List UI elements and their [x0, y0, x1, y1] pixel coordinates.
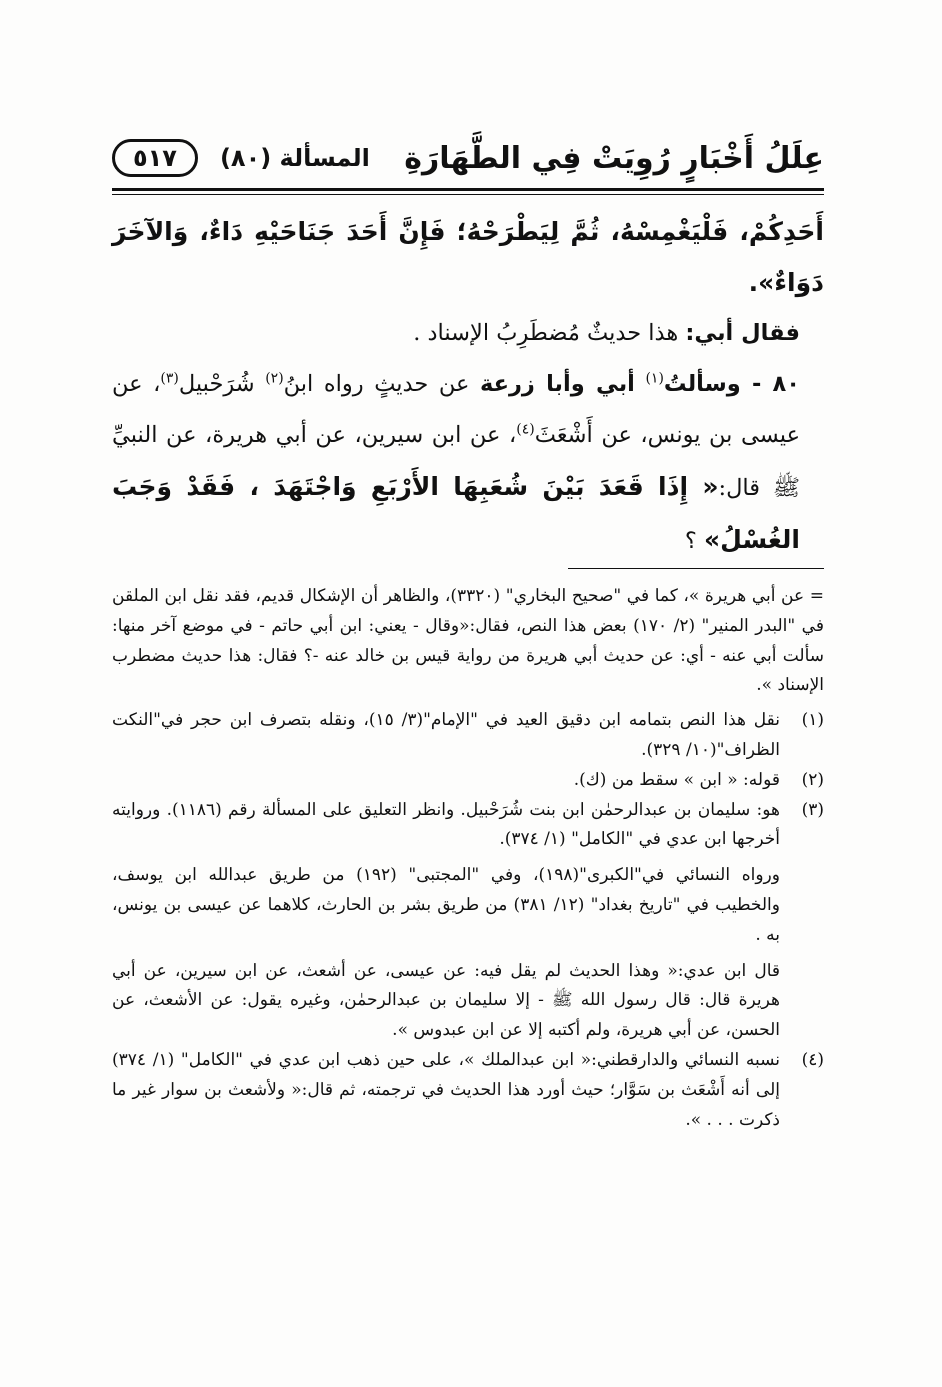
footnote-2 — [112, 766, 824, 796]
footnote-ref-2[interactable]: (٢) — [265, 370, 284, 387]
footnote-number: (٢) — [801, 769, 824, 790]
issue-label: المسألة (٨٠) — [219, 144, 370, 172]
footnotes — [112, 582, 824, 1135]
footnote-4 — [112, 1046, 824, 1135]
header-rule-thick — [112, 188, 824, 191]
footnote-body — [112, 706, 780, 766]
running-header — [112, 132, 824, 184]
footnote-body — [112, 1046, 780, 1135]
book-title: عِلَلُ أَخْبَارٍ رُوِيَتْ فِي الطَّهَارَةِ — [404, 140, 824, 176]
footnote-3 — [112, 796, 824, 1046]
question-text-d: ، عن ابن سيرين، عن أبي هريرة، عن النبيِّ ﷺ قال: — [112, 422, 800, 501]
footnote-body — [112, 766, 780, 796]
footnote-number: (٣) — [801, 799, 824, 820]
verdict-lead: فقال أبي: — [685, 320, 800, 346]
hadith-continuation: أَحَدِكُمْ، فَلْيَغْمِسْهُ، ثُمَّ لِيَطْرَحْهُ؛ فَإِنَّ أَحَدَ جَنَاحَيْهِ دَاءٌ، وَالآخَرَ دَوَاءٌ». — [112, 217, 824, 297]
footnote-text: قوله: « ابن » سقط من (ك). — [573, 769, 780, 790]
header-rule-thin — [112, 194, 824, 195]
footnote-text: ورواه النسائي في"الكبرى"(١٩٨)، وفي "المجتبى" (١٩٢) من طريق عبدالله ابن يوسف، والخطيب في "تاريخ بغداد" (١٢/ ٣٨١) من طريق بشر بن الحارث، كلاهما عن عيسى بن يونس، به . — [112, 865, 780, 945]
footnote-text: نقل هذا النص بتمامه ابن دقيق العيد في "الإمام"(٣/ ١٥)، ونقله بتصرف ابن حجر في"النكت الظراف"(١٠/ ٣٢٩). — [112, 710, 780, 760]
footnote-number: (٤) — [801, 1049, 824, 1070]
question-mark: ؟ — [684, 528, 697, 554]
footnote-ref-4[interactable]: (٤) — [516, 421, 535, 438]
footnote-separator — [568, 568, 824, 569]
verdict-text: هذا حديثٌ مُضطَرِبُ الإسناد . — [413, 320, 679, 346]
footnote-number: (١) — [801, 710, 824, 731]
header-left-group — [112, 139, 370, 177]
footnote-body — [112, 796, 780, 1046]
question-lead: أبي وأبا زرعة — [479, 371, 635, 397]
page-number: ٥١٧ — [112, 139, 198, 177]
main-text — [112, 206, 824, 567]
question-paragraph — [112, 359, 824, 567]
question-number: ٨٠ - وسألتُ — [663, 371, 801, 397]
footnote-ref-1[interactable]: (١) — [645, 370, 664, 387]
question-text-a: عن حديثٍ رواه ابنُ — [283, 371, 470, 397]
footnote-continuation: = عن أبي هريرة »، كما في "صحيح البخاري" (٣٣٢٠)، والظاهر أن الإشكال قديم، فقد نقل ابن الملقن في "البدر المنير" (٢/ ١٧٠) بعض هذا النص، فقال:«وقال - يعني: ابن أبي حاتم - في موضع آخر منها: سألت أبي عنه - أي: عن حديث أبي هريرة من رواية قيس بن خالد عنه -؟ فقال: هذا حديث مضطرب الإسناد ». — [112, 586, 824, 696]
verdict-line — [112, 308, 824, 359]
footnote-text: هو: سليمان بن عبدالرحمٰن ابن بنت شُرَحْبيل. وانظر التعليق على المسألة رقم (١١٨٦). وروايته أخرجها ابن عدي في "الكامل" (١/ ٣٧٤). — [112, 799, 780, 850]
question-text-c: ، عن عيسى بن يونس، عن أَشْعَثَ — [112, 371, 800, 448]
footnote-text: نسبه النسائي والدارقطني:« ابن عبدالملك »، على حين ذهب ابن عدي في "الكامل" (١/ ٣٧٤) إلى أنه أَشْعَث بن سَوَّار؛ حيث أورد هذا الحديث في ترجمته، ثم قال:« ولأشعث بن سوار غير ما ذكرت . . . ». — [112, 1049, 780, 1130]
footnote-text: قال ابن عدي:« وهذا الحديث لم يقل فيه: عن عيسى، عن أشعث، عن ابن سيرين، عن أبي هريرة قال: قال رسول الله ﷺ - إلا سليمان بن عبدالرحمٰن، وغيره يقول: عن الأشعث، عن الحسن، عن أبي هريرة، ولم أكتبه إلا عن ابن عبدوس ». — [112, 960, 780, 1041]
footnote-1 — [112, 706, 824, 766]
question-text-b: شُرَحْبيل — [178, 371, 255, 397]
footnote-ref-3[interactable]: (٣) — [160, 370, 179, 387]
hadith-quote: « إِذَا قَعَدَ بَيْنَ شُعَبِهَا الأَرْبَعِ وَاجْتَهَدَ ، فَقَدْ وَجَبَ الغُسْلُ» — [112, 472, 800, 554]
